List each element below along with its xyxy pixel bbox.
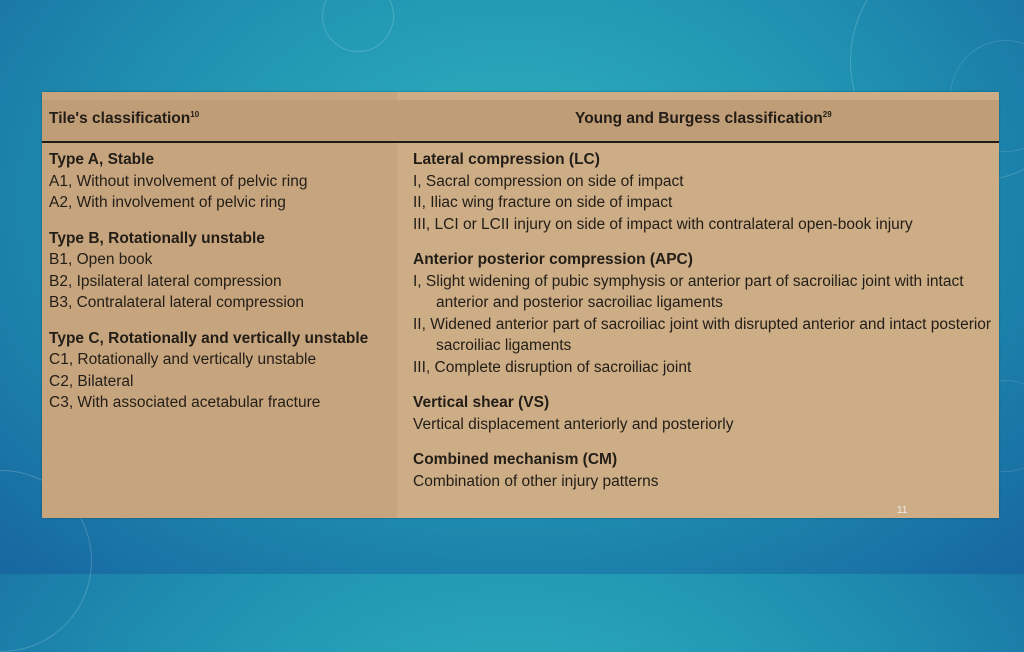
group-title: Combined mechanism (CM): [413, 451, 618, 468]
tile-header-ref: 10: [190, 110, 200, 119]
classification-group: [413, 149, 999, 235]
decorative-circle: [322, 0, 394, 52]
young-burgess-column: [397, 92, 999, 518]
group-line: A1, Without involvement of pelvic ring: [49, 172, 308, 190]
classification-group: [49, 328, 397, 414]
young-burgess-header-ref: 29: [822, 110, 832, 119]
page-number: 11: [897, 505, 908, 516]
group-line: Vertical displacement anteriorly and posteriorly: [413, 415, 734, 433]
group-line: B1, Open book: [49, 251, 153, 268]
group-title: Vertical shear (VS): [413, 394, 550, 411]
group-title: Type B, Rotationally unstable: [49, 229, 265, 247]
tile-header: [49, 110, 199, 128]
group-line: III, Complete disruption of sacroiliac joint: [413, 358, 692, 376]
header-divider: [42, 141, 397, 143]
group-line: C3, With associated acetabular fracture: [49, 394, 321, 411]
tile-column: [42, 92, 397, 518]
group-line: A2, With involvement of pelvic ring: [49, 194, 286, 211]
classification-group: [49, 149, 397, 214]
classification-group: [413, 392, 999, 435]
group-line: C1, Rotationally and vertically unstable: [49, 351, 317, 368]
young-burgess-header-label: Young and Burgess classification: [575, 110, 823, 127]
young-burgess-header: [575, 110, 832, 128]
group-line: II, Widened anterior part of sacroiliac joint with disrupted anterior and intact posterior: [413, 315, 992, 333]
classification-group: [413, 249, 999, 378]
group-line: III, LCI or LCII injury on side of impact with contralateral open-book injury: [413, 215, 913, 233]
group-title: Type A, Stable: [49, 151, 155, 168]
group-line: C2, Bilateral: [49, 372, 134, 390]
group-line: sacroiliac ligaments: [436, 337, 572, 354]
group-line: B2, Ipsilateral lateral compression: [49, 272, 282, 290]
classification-group: [49, 228, 397, 314]
group-line: II, Iliac wing fracture on side of impact: [413, 194, 673, 211]
young-burgess-content: [397, 149, 999, 506]
classification-group: [413, 449, 999, 492]
group-title: Type C, Rotationally and vertically unstable: [49, 329, 369, 347]
group-title: Anterior posterior compression (APC): [413, 251, 693, 268]
group-line: I, Sacral compression on side of impact: [413, 172, 684, 190]
classification-table: [42, 92, 999, 518]
header-divider: [397, 141, 999, 143]
tile-header-label: Tile's classification: [49, 110, 191, 127]
group-line: anterior and posterior sacroiliac ligaments: [436, 294, 723, 311]
group-line: Combination of other injury patterns: [413, 472, 659, 490]
group-title: Lateral compression (LC): [413, 151, 600, 168]
group-line: B3, Contralateral lateral compression: [49, 294, 305, 311]
tile-content: [42, 149, 397, 428]
group-line: I, Slight widening of pubic symphysis or anterior part of sacroiliac joint with intact: [413, 272, 964, 290]
